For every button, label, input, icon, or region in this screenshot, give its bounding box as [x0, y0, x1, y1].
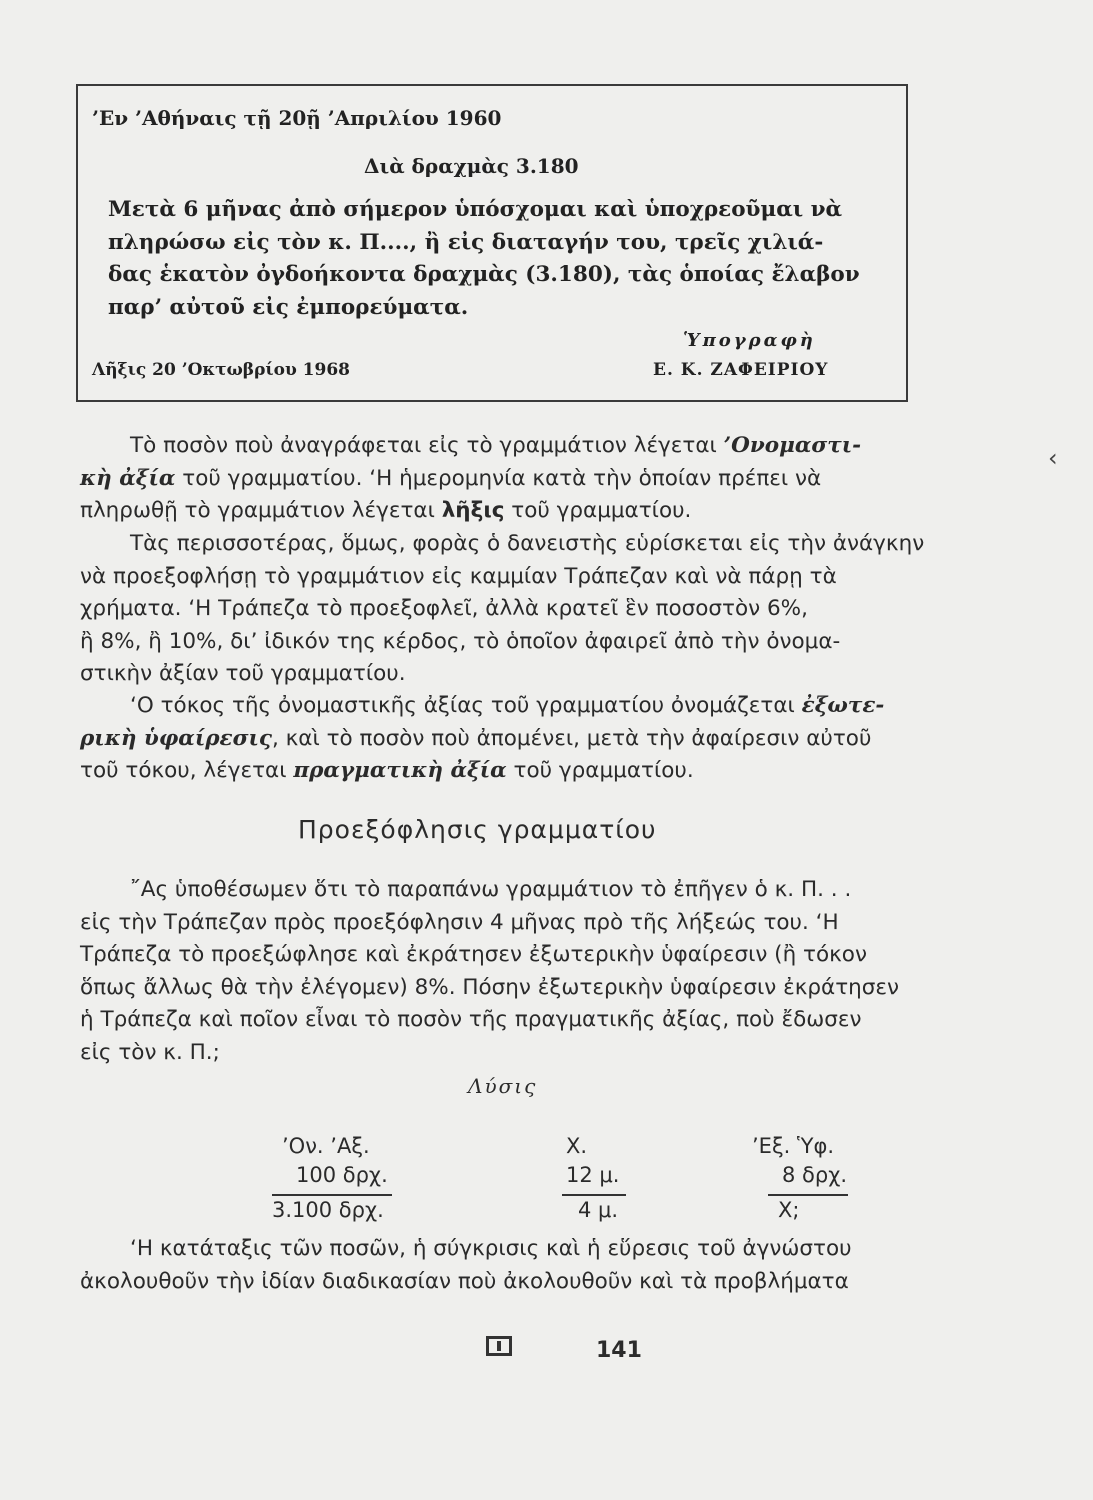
paragraph-line: χρήματα. ‘Η Τράπεζα τὸ προεξοφλεῖ, ἀλλὰ κρατεῖ ἓν ποσοστὸν 6%, [80, 596, 808, 622]
note-date-line: ’Εν ’Αθήναις τῇ 20ῇ ’Απριλίου 1960 [92, 106, 502, 130]
paragraph-line: ὅπως ἄλλως θὰ τὴν ἐλέγομεν) 8%. Πόσην ἐξωτερικὴν ὑφαίρεσιν ἐκράτησεν [80, 974, 900, 1000]
term-external-discount: ἐξωτε- [801, 693, 885, 718]
text-run: , καὶ τὸ ποσὸν ποὺ ἀπομένει, μετὰ τὴν ἀφαίρεσιν αὐτοῦ [271, 725, 872, 751]
paragraph-line: εἰς τὸν κ. Π.; [80, 1039, 220, 1065]
paragraph-external-discount [80, 690, 912, 788]
solution-col3-row2: Χ; [778, 1198, 800, 1222]
solution-col2-rule [562, 1194, 626, 1196]
term-external-discount-cont: ρικὴ ὑφαίρεσις [80, 725, 272, 751]
paragraph-line: εἰς τὴν Τράπεζαν πρὸς προεξόφλησιν 4 μῆνας πρὸ τῆς λήξεώς του. ‘Η [80, 909, 839, 935]
note-body [108, 194, 898, 324]
note-signature-label: Ὑπογραφὴ [683, 330, 816, 351]
paragraph-line [80, 755, 912, 788]
term-nominal-value: ’Ονομαστι- [723, 433, 862, 458]
note-maturity-line: Λῆξις 20 ’Οκτωβρίου 1968 [92, 360, 350, 380]
text-run: ‘Ο τόκος τῆς ὀνομαστικῆς ἀξίας τοῦ γραμματίου ὀνομάζεται [130, 693, 802, 718]
text-run: τοῦ γραμματίου. [506, 758, 694, 784]
publisher-logo-icon [486, 1336, 512, 1356]
promissory-note-box [76, 84, 908, 402]
solution-col1-rule [272, 1194, 392, 1196]
text-run: τοῦ γραμματίου. [504, 498, 692, 524]
paragraph-line [80, 463, 912, 496]
term-nominal-value-cont: κὴ ἀξία [80, 465, 176, 491]
note-amount-line: Διὰ δραχμὰς 3.180 [364, 154, 579, 178]
note-body-line: παρ’ αὐτοῦ εἰς ἐμπορεύματα. [108, 294, 469, 320]
paragraph-discounting [80, 528, 925, 691]
text-run: τοῦ τόκου, λέγεται [80, 758, 294, 784]
paragraph-line: στικὴν ἀξίαν τοῦ γραμματίου. [80, 661, 406, 687]
note-signer: Ε. Κ. ΖΑΦΕΙΡΙΟΥ [653, 360, 829, 380]
paragraph-closing [80, 1233, 912, 1298]
paragraph-line: ἢ 8%, ἢ 10%, δι’ ἰδικόν της κέρδος, τὸ ὁποῖον ἀφαιρεῖ ἀπὸ τὴν ὀνομα- [80, 628, 841, 654]
paragraph-line: ‘Η κατάταξις τῶν ποσῶν, ἡ σύγκρισις καὶ ἡ εὕρεσις τοῦ ἀγνώστου [130, 1236, 852, 1261]
paragraph-line: νὰ προεξοφλήσῃ τὸ γραμμάτιον εἰς καμμίαν Τράπεζαν καὶ νὰ πάρῃ τὰ [80, 563, 837, 589]
margin-mark-icon: ‹ [1048, 444, 1058, 472]
section-heading: Προεξόφλησις γραμματίου [298, 815, 657, 844]
solution-col1-row2: 3.100 δρχ. [272, 1198, 384, 1222]
solution-col3-rule [768, 1194, 848, 1196]
solution-col3-row1: 8 δρχ. [782, 1163, 848, 1187]
paragraph-line: ἀκολουθοῦν τὴν ἰδίαν διαδικασίαν ποὺ ἀκολουθοῦν καὶ τὰ προβλήματα [80, 1268, 849, 1294]
solution-col2-row1: 12 μ. [566, 1163, 620, 1187]
paragraph-line [80, 495, 912, 528]
paragraph-line [80, 690, 912, 723]
solution-col3-header: ’Εξ. Ὑφ. [752, 1134, 834, 1158]
paragraph-line: ῎Ας ὑποθέσωμεν ὅτι τὸ παραπάνω γραμμάτιον τὸ ἐπῆγεν ὁ κ. Π. . . [130, 877, 852, 902]
paragraph-problem [80, 874, 912, 1070]
page-number: 141 [596, 1338, 642, 1363]
solution-col1-row1: 100 δρχ. [296, 1163, 388, 1187]
paragraph-line: Τὰς περισσοτέρας, ὅμως, φορὰς ὁ δανειστὴς εὑρίσκεται εἰς τὴν ἀνάγκην [130, 531, 925, 556]
solution-title: Λύσις [468, 1074, 538, 1098]
text-run: πληρωθῇ τὸ γραμμάτιον λέγεται [80, 498, 442, 524]
note-body-line: πληρώσω εἰς τὸν κ. Π...., ἢ εἰς διαταγήν του, τρεῖς χιλιά- [108, 229, 824, 255]
solution-col1-header: ’Ον. ’Αξ. [282, 1134, 370, 1158]
paragraph-line: Τράπεζα τὸ προεξώφλησε καὶ ἐκράτησεν ἐξωτερικὴν ὑφαίρεσιν (ἢ τόκον [80, 942, 867, 968]
term-real-value: πραγματικὴ ἀξία [293, 758, 507, 784]
note-body-line: Μετὰ 6 μῆνας ἀπὸ σήμερον ὑπόσχομαι καὶ ὑποχρεοῦμαι νὰ [108, 197, 843, 222]
term-maturity: λῆξις [441, 498, 505, 524]
solution-col2-header: Χ. [566, 1134, 588, 1158]
solution-col2-row2: 4 μ. [578, 1198, 619, 1222]
paragraph-line [80, 723, 912, 756]
note-body-line: δας ἑκατὸν ὀγδοήκοντα δραχμὰς (3.180), τὰς ὁποίας ἔλαβον [108, 262, 860, 287]
text-run: τοῦ γραμματίου. ‘Η ἡμερομηνία κατὰ τὴν ὁποίαν πρέπει νὰ [175, 465, 822, 491]
paragraph-line [80, 430, 912, 463]
text-run: Τὸ ποσὸν ποὺ ἀναγράφεται εἰς τὸ γραμμάτιον λέγεται [130, 433, 724, 458]
paragraph-line: ἡ Τράπεζα καὶ ποῖον εἶναι τὸ ποσὸν τῆς πραγματικῆς ἀξίας, ποὺ ἔδωσεν [80, 1007, 862, 1033]
paragraph-nominal-value [80, 430, 912, 528]
